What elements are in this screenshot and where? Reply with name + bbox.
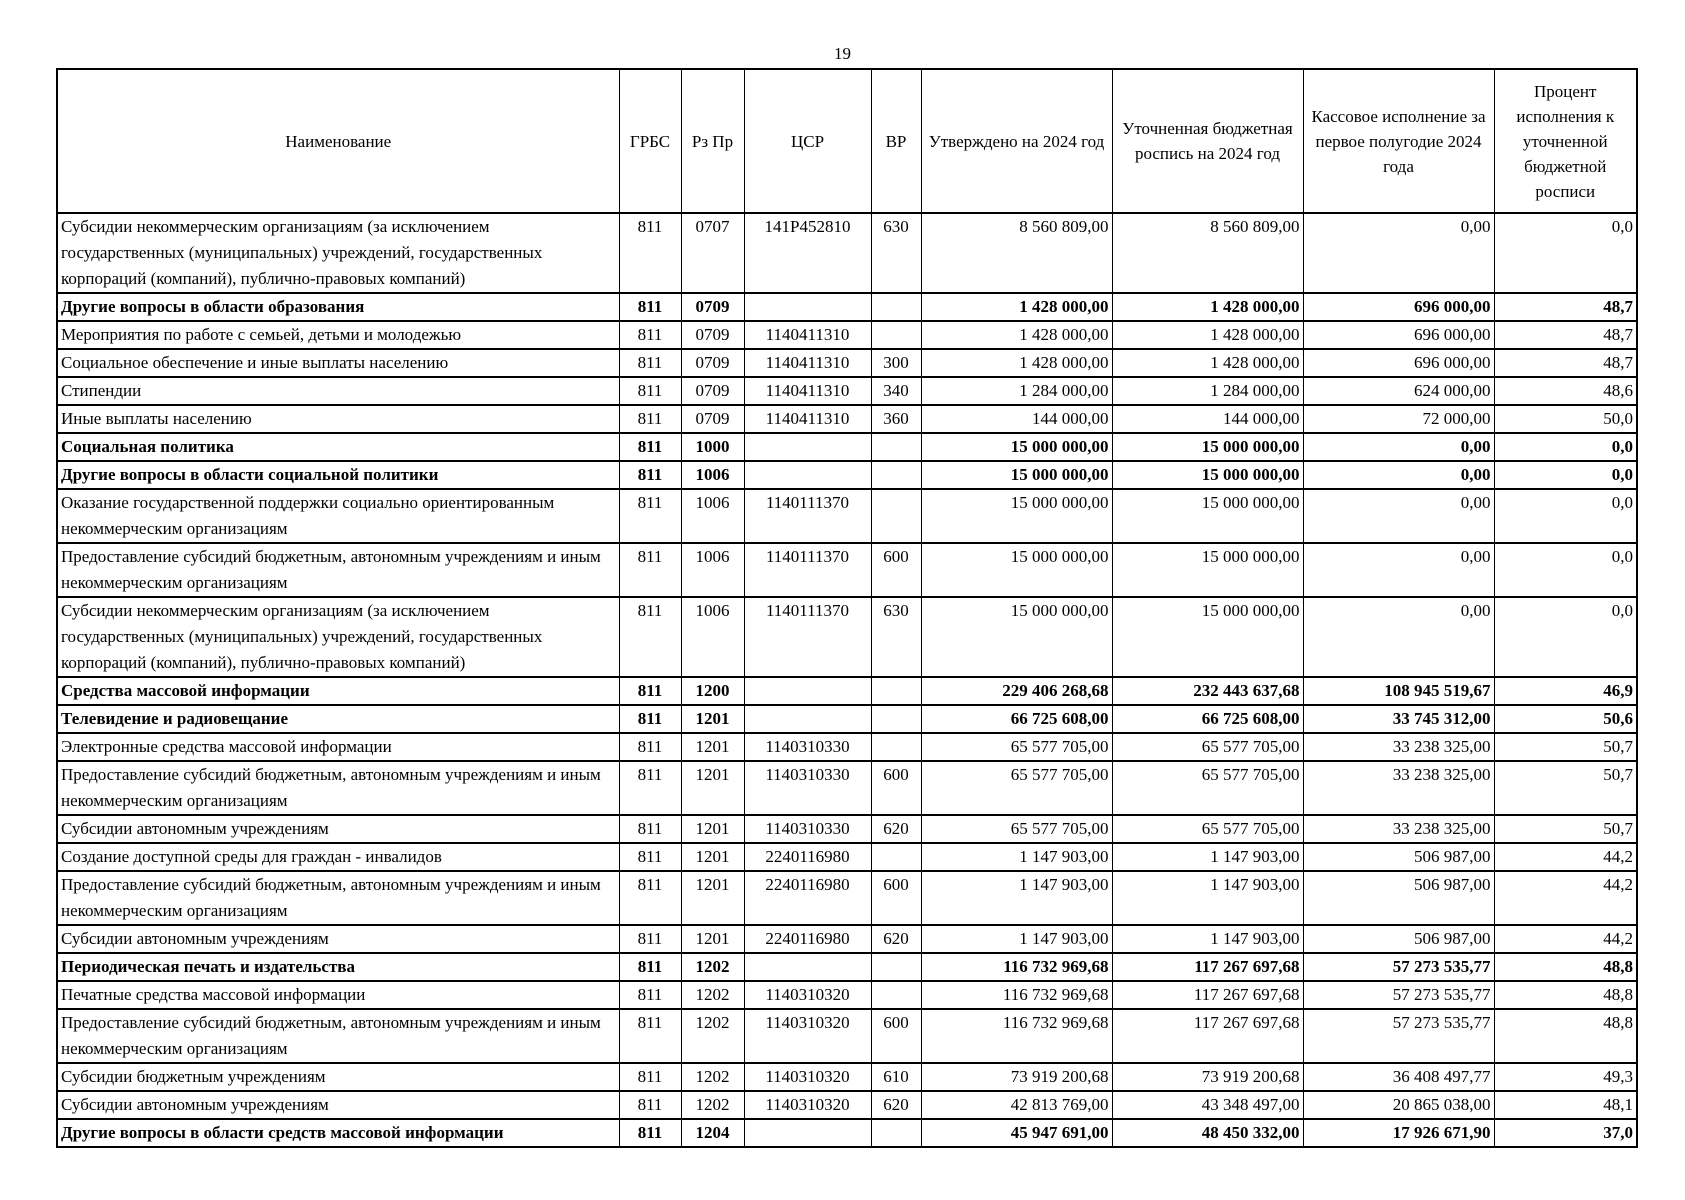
cell-vr [871,705,921,733]
cell-vr: 620 [871,925,921,953]
header-rzpr: Рз Пр [681,69,744,213]
cell-rzpr: 1202 [681,1009,744,1063]
cell-approved: 73 919 200,68 [921,1063,1112,1091]
cell-rzpr: 1202 [681,1063,744,1091]
cell-percent: 44,2 [1494,871,1637,925]
cell-grbs: 811 [619,1009,681,1063]
cell-refined: 73 919 200,68 [1112,1063,1303,1091]
cell-csr: 1140310320 [744,1009,871,1063]
cell-csr: 1140111370 [744,543,871,597]
cell-approved: 116 732 969,68 [921,1009,1112,1063]
cell-executed: 57 273 535,77 [1303,953,1494,981]
cell-rzpr: 0709 [681,405,744,433]
cell-csr [744,433,871,461]
cell-rzpr: 1000 [681,433,744,461]
cell-grbs: 811 [619,1119,681,1147]
cell-approved: 229 406 268,68 [921,677,1112,705]
cell-csr [744,953,871,981]
cell-rzpr: 0709 [681,377,744,405]
table-row [57,1119,1637,1147]
cell-csr: 1140411310 [744,377,871,405]
cell-csr [744,705,871,733]
cell-percent: 0,0 [1494,597,1637,677]
cell-executed: 0,00 [1303,543,1494,597]
cell-name: Социальная политика [57,433,619,461]
cell-approved: 1 147 903,00 [921,925,1112,953]
cell-executed: 57 273 535,77 [1303,1009,1494,1063]
cell-name: Предоставление субсидий бюджетным, автономным учреждениям и иным некоммерческим организациям [57,761,619,815]
cell-percent: 48,6 [1494,377,1637,405]
cell-csr: 1140111370 [744,489,871,543]
cell-rzpr: 0709 [681,293,744,321]
cell-csr: 141P452810 [744,213,871,293]
cell-percent: 50,6 [1494,705,1637,733]
cell-rzpr: 1201 [681,705,744,733]
cell-executed: 624 000,00 [1303,377,1494,405]
cell-refined: 1 147 903,00 [1112,843,1303,871]
cell-rzpr: 1006 [681,597,744,677]
cell-csr: 2240116980 [744,871,871,925]
cell-vr [871,981,921,1009]
cell-vr [871,953,921,981]
table-row [57,213,1637,293]
table-row [57,433,1637,461]
cell-refined: 8 560 809,00 [1112,213,1303,293]
cell-vr: 630 [871,597,921,677]
cell-rzpr: 1201 [681,761,744,815]
cell-csr: 1140310330 [744,733,871,761]
cell-grbs: 811 [619,405,681,433]
cell-refined: 15 000 000,00 [1112,597,1303,677]
cell-rzpr: 0709 [681,321,744,349]
cell-rzpr: 0709 [681,349,744,377]
table-row [57,815,1637,843]
cell-grbs: 811 [619,705,681,733]
cell-percent: 0,0 [1494,489,1637,543]
header-grbs: ГРБС [619,69,681,213]
cell-csr [744,1119,871,1147]
cell-grbs: 811 [619,925,681,953]
cell-approved: 65 577 705,00 [921,761,1112,815]
table-row [57,321,1637,349]
cell-refined: 117 267 697,68 [1112,981,1303,1009]
cell-grbs: 811 [619,815,681,843]
cell-name: Создание доступной среды для граждан - инвалидов [57,843,619,871]
cell-name: Средства массовой информации [57,677,619,705]
table-row [57,733,1637,761]
cell-executed: 20 865 038,00 [1303,1091,1494,1119]
cell-approved: 15 000 000,00 [921,543,1112,597]
cell-rzpr: 1200 [681,677,744,705]
table-row [57,1063,1637,1091]
cell-grbs: 811 [619,377,681,405]
cell-refined: 66 725 608,00 [1112,705,1303,733]
cell-csr: 1140310330 [744,815,871,843]
cell-approved: 1 428 000,00 [921,293,1112,321]
cell-approved: 65 577 705,00 [921,815,1112,843]
cell-approved: 15 000 000,00 [921,597,1112,677]
cell-csr [744,461,871,489]
cell-name: Субсидии некоммерческим организациям (за исключением государственных (муниципальных) учреждений, государственных корпораций (компаний), публично-правовых компаний) [57,597,619,677]
cell-grbs: 811 [619,761,681,815]
cell-approved: 1 147 903,00 [921,843,1112,871]
cell-rzpr: 1006 [681,489,744,543]
cell-csr: 1140411310 [744,321,871,349]
cell-executed: 506 987,00 [1303,843,1494,871]
cell-rzpr: 1204 [681,1119,744,1147]
cell-grbs: 811 [619,1063,681,1091]
cell-csr: 2240116980 [744,843,871,871]
cell-name: Другие вопросы в области социальной политики [57,461,619,489]
cell-vr [871,489,921,543]
cell-approved: 116 732 969,68 [921,981,1112,1009]
cell-approved: 1 428 000,00 [921,321,1112,349]
cell-refined: 65 577 705,00 [1112,761,1303,815]
table-row [57,405,1637,433]
cell-grbs: 811 [619,677,681,705]
cell-name: Периодическая печать и издательства [57,953,619,981]
cell-grbs: 811 [619,953,681,981]
cell-percent: 48,8 [1494,953,1637,981]
header-approved: Утверждено на 2024 год [921,69,1112,213]
cell-rzpr: 1201 [681,733,744,761]
table-row [57,871,1637,925]
cell-percent: 48,7 [1494,321,1637,349]
cell-vr [871,677,921,705]
table-row [57,489,1637,543]
cell-executed: 33 238 325,00 [1303,815,1494,843]
cell-grbs: 811 [619,843,681,871]
cell-refined: 232 443 637,68 [1112,677,1303,705]
cell-percent: 50,0 [1494,405,1637,433]
cell-approved: 1 428 000,00 [921,349,1112,377]
header-percent: Процент исполнения к уточненной бюджетной росписи [1494,69,1637,213]
table-row [57,1009,1637,1063]
cell-refined: 117 267 697,68 [1112,1009,1303,1063]
cell-csr [744,293,871,321]
cell-executed: 0,00 [1303,461,1494,489]
cell-approved: 66 725 608,00 [921,705,1112,733]
cell-approved: 116 732 969,68 [921,953,1112,981]
cell-grbs: 811 [619,293,681,321]
header-refined: Уточненная бюджетная роспись на 2024 год [1112,69,1303,213]
cell-percent: 44,2 [1494,925,1637,953]
cell-rzpr: 1006 [681,461,744,489]
cell-approved: 1 147 903,00 [921,871,1112,925]
cell-refined: 43 348 497,00 [1112,1091,1303,1119]
cell-percent: 50,7 [1494,815,1637,843]
cell-refined: 15 000 000,00 [1112,489,1303,543]
cell-percent: 0,0 [1494,461,1637,489]
cell-csr: 2240116980 [744,925,871,953]
cell-vr: 600 [871,871,921,925]
header-vr: ВР [871,69,921,213]
cell-approved: 8 560 809,00 [921,213,1112,293]
cell-percent: 50,7 [1494,733,1637,761]
cell-approved: 45 947 691,00 [921,1119,1112,1147]
cell-vr: 300 [871,349,921,377]
cell-refined: 1 147 903,00 [1112,925,1303,953]
cell-csr: 1140310330 [744,761,871,815]
cell-percent: 0,0 [1494,213,1637,293]
cell-refined: 1 428 000,00 [1112,293,1303,321]
cell-grbs: 811 [619,543,681,597]
cell-rzpr: 1006 [681,543,744,597]
cell-rzpr: 1201 [681,815,744,843]
table-row [57,953,1637,981]
cell-percent: 44,2 [1494,843,1637,871]
cell-percent: 0,0 [1494,433,1637,461]
cell-name: Субсидии автономным учреждениям [57,1091,619,1119]
cell-rzpr: 1201 [681,871,744,925]
cell-refined: 1 428 000,00 [1112,349,1303,377]
cell-executed: 696 000,00 [1303,321,1494,349]
budget-table [56,68,1638,1148]
cell-refined: 1 284 000,00 [1112,377,1303,405]
cell-executed: 696 000,00 [1303,293,1494,321]
cell-name: Субсидии некоммерческим организациям (за исключением государственных (муниципальных) учреждений, государственных корпораций (компаний), публично-правовых компаний) [57,213,619,293]
cell-executed: 33 238 325,00 [1303,761,1494,815]
cell-vr [871,321,921,349]
header-name: Наименование [57,69,619,213]
cell-refined: 1 147 903,00 [1112,871,1303,925]
cell-vr [871,293,921,321]
cell-executed: 0,00 [1303,213,1494,293]
table-row [57,981,1637,1009]
cell-rzpr: 1202 [681,953,744,981]
cell-approved: 1 284 000,00 [921,377,1112,405]
cell-executed: 17 926 671,90 [1303,1119,1494,1147]
cell-csr [744,677,871,705]
cell-grbs: 811 [619,349,681,377]
cell-grbs: 811 [619,597,681,677]
cell-name: Оказание государственной поддержки социально ориентированным некоммерческим организациям [57,489,619,543]
cell-csr: 1140310320 [744,1063,871,1091]
cell-executed: 108 945 519,67 [1303,677,1494,705]
table-row [57,597,1637,677]
cell-refined: 15 000 000,00 [1112,543,1303,597]
cell-rzpr: 1201 [681,843,744,871]
cell-name: Стипендии [57,377,619,405]
cell-name: Мероприятия по работе с семьей, детьми и молодежью [57,321,619,349]
cell-rzpr: 1202 [681,981,744,1009]
cell-percent: 48,8 [1494,1009,1637,1063]
cell-vr: 600 [871,1009,921,1063]
cell-name: Предоставление субсидий бюджетным, автономным учреждениям и иным некоммерческим организациям [57,871,619,925]
cell-csr: 1140310320 [744,981,871,1009]
cell-grbs: 811 [619,981,681,1009]
cell-percent: 0,0 [1494,543,1637,597]
cell-grbs: 811 [619,461,681,489]
cell-executed: 33 745 312,00 [1303,705,1494,733]
cell-percent: 48,7 [1494,293,1637,321]
cell-executed: 506 987,00 [1303,871,1494,925]
cell-csr: 1140310320 [744,1091,871,1119]
table-row [57,293,1637,321]
cell-name: Субсидии бюджетным учреждениям [57,1063,619,1091]
cell-grbs: 811 [619,1091,681,1119]
header-csr: ЦСР [744,69,871,213]
cell-percent: 50,7 [1494,761,1637,815]
cell-refined: 117 267 697,68 [1112,953,1303,981]
cell-refined: 48 450 332,00 [1112,1119,1303,1147]
cell-grbs: 811 [619,489,681,543]
cell-vr: 360 [871,405,921,433]
table-row [57,761,1637,815]
cell-executed: 696 000,00 [1303,349,1494,377]
cell-percent: 46,9 [1494,677,1637,705]
cell-vr [871,843,921,871]
cell-percent: 37,0 [1494,1119,1637,1147]
cell-vr: 600 [871,543,921,597]
cell-grbs: 811 [619,213,681,293]
cell-vr [871,433,921,461]
cell-grbs: 811 [619,871,681,925]
cell-approved: 15 000 000,00 [921,461,1112,489]
cell-executed: 0,00 [1303,489,1494,543]
cell-grbs: 811 [619,733,681,761]
cell-rzpr: 1202 [681,1091,744,1119]
cell-vr: 630 [871,213,921,293]
cell-executed: 72 000,00 [1303,405,1494,433]
page-number: 19 [834,44,851,63]
cell-vr: 620 [871,1091,921,1119]
cell-grbs: 811 [619,321,681,349]
cell-csr: 1140411310 [744,405,871,433]
header-executed: Кассовое исполнение за первое полугодие 2024 года [1303,69,1494,213]
table-row [57,461,1637,489]
cell-csr: 1140411310 [744,349,871,377]
cell-percent: 49,3 [1494,1063,1637,1091]
table-row [57,705,1637,733]
cell-vr: 340 [871,377,921,405]
cell-vr [871,461,921,489]
cell-approved: 15 000 000,00 [921,433,1112,461]
cell-vr: 620 [871,815,921,843]
cell-executed: 506 987,00 [1303,925,1494,953]
cell-approved: 42 813 769,00 [921,1091,1112,1119]
cell-rzpr: 0707 [681,213,744,293]
cell-refined: 15 000 000,00 [1112,433,1303,461]
cell-refined: 65 577 705,00 [1112,815,1303,843]
cell-name: Иные выплаты населению [57,405,619,433]
header-row [57,69,1637,213]
table-row [57,843,1637,871]
cell-vr: 600 [871,761,921,815]
cell-executed: 0,00 [1303,597,1494,677]
cell-name: Социальное обеспечение и иные выплаты населению [57,349,619,377]
cell-refined: 15 000 000,00 [1112,461,1303,489]
cell-percent: 48,8 [1494,981,1637,1009]
cell-grbs: 811 [619,433,681,461]
table-row [57,349,1637,377]
cell-name: Субсидии автономным учреждениям [57,925,619,953]
table-row [57,1091,1637,1119]
table-row [57,543,1637,597]
cell-name: Предоставление субсидий бюджетным, автономным учреждениям и иным некоммерческим организациям [57,543,619,597]
cell-vr [871,733,921,761]
cell-csr: 1140111370 [744,597,871,677]
cell-approved: 15 000 000,00 [921,489,1112,543]
cell-name: Субсидии автономным учреждениям [57,815,619,843]
cell-name: Печатные средства массовой информации [57,981,619,1009]
cell-refined: 65 577 705,00 [1112,733,1303,761]
cell-name: Предоставление субсидий бюджетным, автономным учреждениям и иным некоммерческим организациям [57,1009,619,1063]
cell-executed: 33 238 325,00 [1303,733,1494,761]
table-row [57,377,1637,405]
cell-executed: 57 273 535,77 [1303,981,1494,1009]
cell-refined: 144 000,00 [1112,405,1303,433]
cell-name: Другие вопросы в области образования [57,293,619,321]
cell-rzpr: 1201 [681,925,744,953]
cell-approved: 144 000,00 [921,405,1112,433]
cell-name: Телевидение и радиовещание [57,705,619,733]
cell-name: Другие вопросы в области средств массовой информации [57,1119,619,1147]
cell-percent: 48,7 [1494,349,1637,377]
cell-vr [871,1119,921,1147]
table-row [57,677,1637,705]
cell-approved: 65 577 705,00 [921,733,1112,761]
cell-vr: 610 [871,1063,921,1091]
cell-executed: 0,00 [1303,433,1494,461]
cell-executed: 36 408 497,77 [1303,1063,1494,1091]
cell-percent: 48,1 [1494,1091,1637,1119]
cell-name: Электронные средства массовой информации [57,733,619,761]
cell-refined: 1 428 000,00 [1112,321,1303,349]
table-row [57,925,1637,953]
